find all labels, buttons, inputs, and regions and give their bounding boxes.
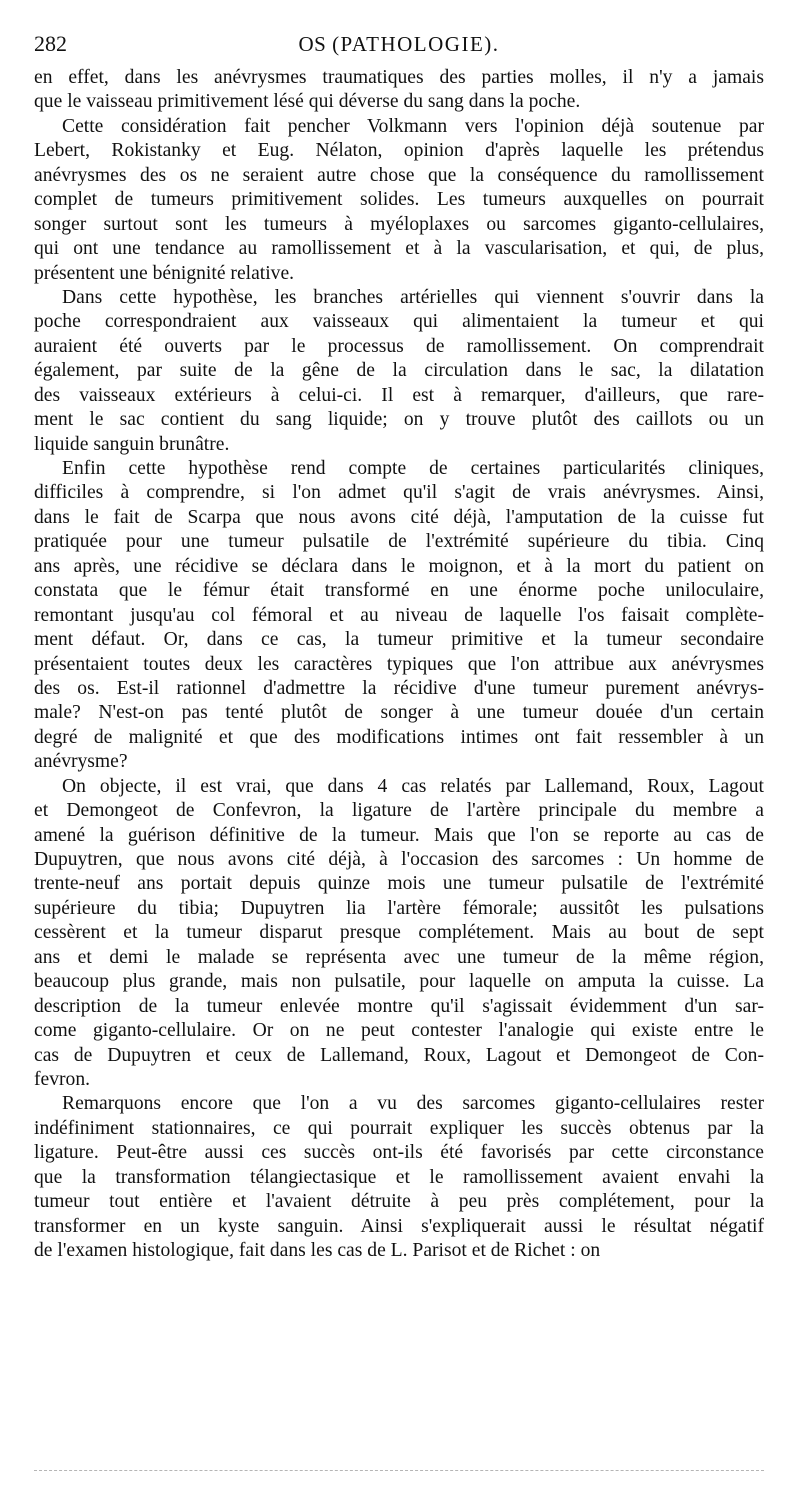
- text-line: ligature. Peut-être aussi ces succès ont-ils été favorisés par cette circonstance: [34, 1142, 764, 1164]
- text-line: Dans cette hypothèse, les branches artérielles qui viennent s'ouvrir dans la: [62, 286, 764, 308]
- text-line: de l'examen histologique, fait dans les cas de L. Parisot et de Richet : on: [34, 1240, 601, 1261]
- text-line: anévrysmes des os ne seraient autre chose que la conséquence du ramollissement: [34, 164, 764, 186]
- paragraph: [34, 1092, 764, 1263]
- paragraph: [34, 66, 764, 115]
- running-title: [34, 28, 764, 60]
- text-line: Remarquons encore que l'on a vu des sarcomes giganto-cellulaires rester: [62, 1093, 764, 1115]
- text-line: trente-neuf ans portait depuis quinze mois une tumeur pulsatile de l'extrémité: [34, 873, 764, 895]
- text-line: cessèrent et la tumeur disparut presque complétement. Mais au bout de sept: [34, 922, 764, 944]
- text-line: ment le sac contient du sang liquide; on y trouve plutôt des caillots ou un: [34, 409, 764, 431]
- text-line: des vaisseaux extérieurs à celui-ci. Il est à remarquer, d'ailleurs, que rare-: [34, 384, 764, 406]
- text-line: supérieure du tibia; Dupuytren lia l'artère fémorale; aussitôt les pulsations: [34, 897, 764, 919]
- body-text: [34, 66, 764, 1263]
- text-line: présentent une bénignité relative.: [34, 262, 295, 284]
- text-line: songer surtout sont les tumeurs à myéloplaxes ou sarcomes giganto-cellulaires,: [34, 213, 764, 235]
- text-line: amené la guérison définitive de la tumeur. Mais que l'on se reporte au cas de: [34, 824, 764, 846]
- text-line: tumeur tout entière et l'avaient détruite à peu près complétement, pour la: [34, 1191, 764, 1213]
- text-line: degré de malignité et que des modifications intimes ont fait ressembler à un: [34, 726, 764, 748]
- running-title-main: OS: [298, 32, 327, 56]
- page-number: 282: [34, 31, 67, 56]
- text-line: remontant jusqu'au col fémoral et au niveau de laquelle l'os faisait complète-: [34, 604, 764, 626]
- text-line: et Demongeot de Confevron, la ligature de l'artère principale du membre a: [34, 800, 764, 822]
- text-line: liquide sanguin brunâtre.: [34, 433, 230, 455]
- text-line: transformer en un kyste sanguin. Ainsi s'expliquerait aussi le résultat négatif: [34, 1215, 764, 1237]
- text-line: que le vaisseau primitivement lésé qui déverse du sang dans la poche.: [34, 91, 581, 113]
- text-line: cas de Dupuytren et ceux de Lallemand, Roux, Lagout et Demongeot de Con-: [34, 1044, 764, 1066]
- text-line: fevron.: [34, 1068, 91, 1090]
- text-line: anévrysme?: [34, 751, 128, 773]
- text-line: en effet, dans les anévrysmes traumatiques des parties molles, il n'y a jamais: [34, 67, 764, 88]
- text-line: dans le fait de Scarpa que nous avons cité déjà, l'amputation de la cuisse fut: [34, 506, 764, 528]
- text-line: des os. Est-il rationnel d'admettre la récidive d'une tumeur purement anévrys-: [34, 677, 764, 699]
- running-title-sub: (PATHOLOGIE).: [332, 32, 500, 56]
- text-line: pratiquée pour une tumeur pulsatile de l'extrémité supérieure du tibia. Cinq: [34, 531, 764, 553]
- footer-rule: [34, 1470, 764, 1471]
- page-header: [34, 28, 764, 60]
- text-line: ment défaut. Or, dans ce cas, la tumeur primitive et la tumeur secondaire: [34, 629, 764, 651]
- text-line: présentaient toutes deux les caractères typiques que l'on attribue aux anévrysmes: [34, 653, 764, 675]
- text-line: beaucoup plus grande, mais non pulsatile, pour laquelle on amputa la cuisse. La: [34, 971, 764, 993]
- text-line: On objecte, il est vrai, que dans 4 cas relatés par Lallemand, Roux, Lagout: [62, 775, 764, 797]
- paragraph: [34, 286, 764, 457]
- text-line: ans et demi le malade se représenta avec une tumeur de la même région,: [34, 946, 764, 968]
- text-line: également, par suite de la gêne de la circulation dans le sac, la dilatation: [34, 360, 764, 382]
- text-line: come giganto-cellulaire. Or on ne peut contester l'analogie qui existe entre le: [34, 1020, 764, 1042]
- text-line: que la transformation télangiectasique et le ramollissement avaient envahi la: [34, 1166, 764, 1188]
- text-line: Enfin cette hypothèse rend compte de certaines particularités cliniques,: [62, 458, 764, 479]
- text-line: description de la tumeur enlevée montre qu'il s'agissait évidemment d'un sar-: [34, 995, 764, 1017]
- text-line: Cette considération fait pencher Volkmann vers l'opinion déjà soutenue par: [62, 115, 764, 137]
- text-line: indéfiniment stationnaires, ce qui pourrait expliquer les succès obtenus par la: [34, 1117, 764, 1139]
- paragraph: [34, 115, 764, 286]
- text-line: difficiles à comprendre, si l'on admet qu'il s'agit de vrais anévrysmes. Ainsi,: [34, 482, 764, 504]
- text-line: poche correspondraient aux vaisseaux qui alimentaient la tumeur et qui: [34, 311, 764, 333]
- text-line: qui ont une tendance au ramollissement et à la vascularisation, et qui, de plus,: [34, 238, 764, 260]
- text-line: complet de tumeurs primitivement solides. Les tumeurs auxquelles on pourrait: [34, 189, 764, 211]
- text-line: male? N'est-on pas tenté plutôt de songer à une tumeur douée d'un certain: [34, 702, 764, 724]
- text-line: auraient été ouverts par le processus de ramollissement. On comprendrait: [34, 335, 764, 357]
- text-line: Lebert, Rokistanky et Eug. Nélaton, opinion d'après laquelle les prétendus: [34, 140, 764, 162]
- text-line: Dupuytren, que nous avons cité déjà, à l'occasion des sarcomes : Un homme de: [34, 849, 764, 870]
- text-line: constata que le fémur était transformé en une énorme poche uniloculaire,: [34, 580, 764, 602]
- paragraph: [34, 457, 764, 775]
- paragraph: [34, 775, 764, 1093]
- text-line: ans après, une récidive se déclara dans le moignon, et à la mort du patient on: [34, 555, 764, 577]
